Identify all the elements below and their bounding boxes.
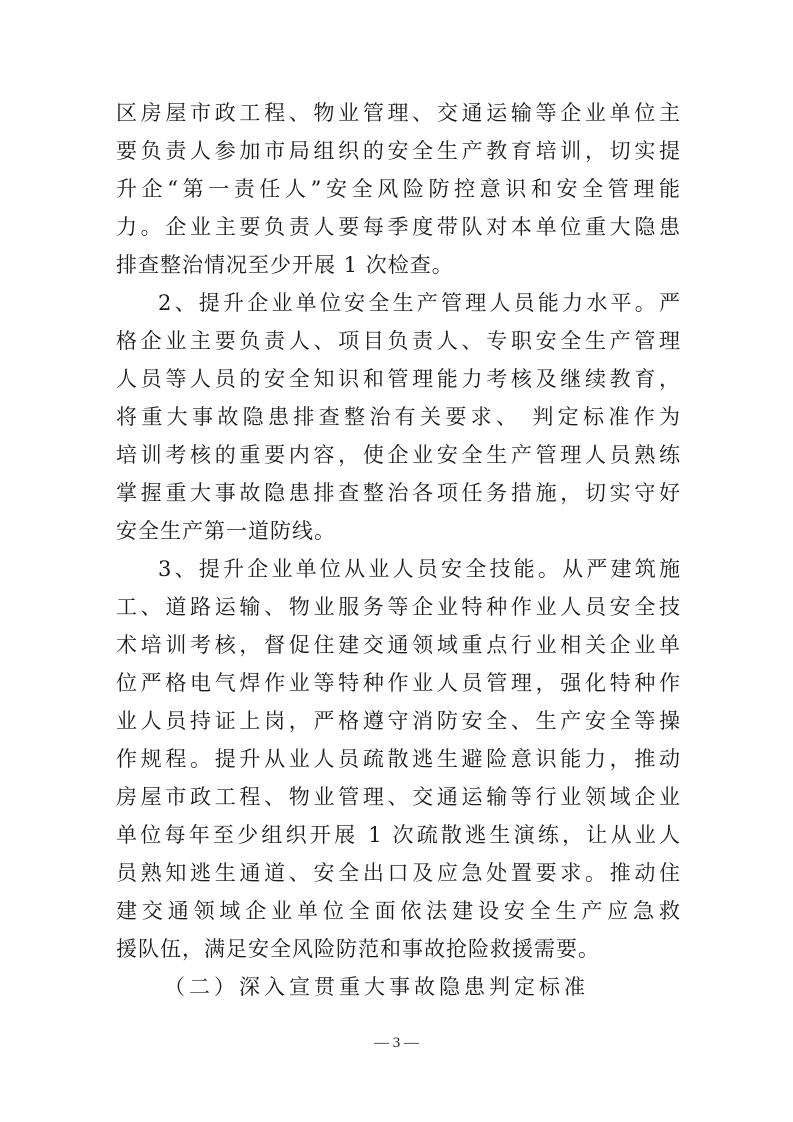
- text-line: 作规程。提升从业人员疏散逃生避险意识能力，推动: [116, 747, 681, 771]
- text-line: 房屋市政工程、物业管理、交通运输等行业领域企业: [116, 785, 681, 809]
- text-line: 单位每年至少组织开展 1 次疏散逃生演练，让从业人: [116, 823, 681, 847]
- text-line: 排查整治情况至少开展 1 次检查。: [116, 253, 454, 277]
- text-line: 员熟知逃生通道、安全出口及应急处置要求。推动住: [116, 861, 681, 885]
- document-body: [116, 94, 681, 1006]
- text-line: 要负责人参加市局组织的安全生产教育培训，切实提: [116, 139, 681, 163]
- text-line: 2、提升企业单位安全生产管理人员能力水平。严: [158, 291, 681, 315]
- text-line: 将重大事故隐患排查整治有关要求、 判定标准作为: [116, 405, 681, 429]
- text-line: 3、提升企业单位从业人员安全技能。从严建筑施: [158, 557, 681, 581]
- text-line: 工、道路运输、物业服务等企业特种作业人员安全技: [116, 595, 681, 619]
- text-line: 术培训考核，督促住建交通领域重点行业相关企业单: [116, 633, 681, 657]
- text-line: 安全生产第一道防线。: [116, 519, 336, 543]
- text-line: 格企业主要负责人、项目负责人、专职安全生产管理: [116, 329, 681, 353]
- page-number: — 3 —: [374, 1035, 419, 1051]
- text-line: 建交通领域企业单位全面依法建设安全生产应急救: [116, 899, 681, 923]
- text-line: 培训考核的重要内容，使企业安全生产管理人员熟练: [116, 443, 681, 467]
- text-line: 人员等人员的安全知识和管理能力考核及继续教育，: [116, 367, 681, 391]
- paragraph-3: [116, 550, 681, 968]
- paragraph-1: [116, 94, 681, 284]
- text-line: 升企“第一责任人”安全风险防控意识和安全管理能: [116, 177, 681, 201]
- text-line: 掌握重大事故隐患排查整治各项任务措施，切实守好: [116, 481, 681, 505]
- paragraph-2: [116, 284, 681, 550]
- text-line: 区房屋市政工程、物业管理、交通运输等企业单位主: [116, 101, 681, 125]
- text-line: 业人员持证上岗，严格遵守消防安全、生产安全等操: [116, 709, 681, 733]
- text-line: 位严格电气焊作业等特种作业人员管理，强化特种作: [116, 671, 681, 695]
- section-heading: （二）深入宣贯重大事故隐患判定标准: [164, 975, 589, 999]
- text-line: 援队伍，满足安全风险防范和事故抢险救援需要。: [116, 937, 600, 961]
- text-line: 力。企业主要负责人要每季度带队对本单位重大隐患: [116, 215, 681, 239]
